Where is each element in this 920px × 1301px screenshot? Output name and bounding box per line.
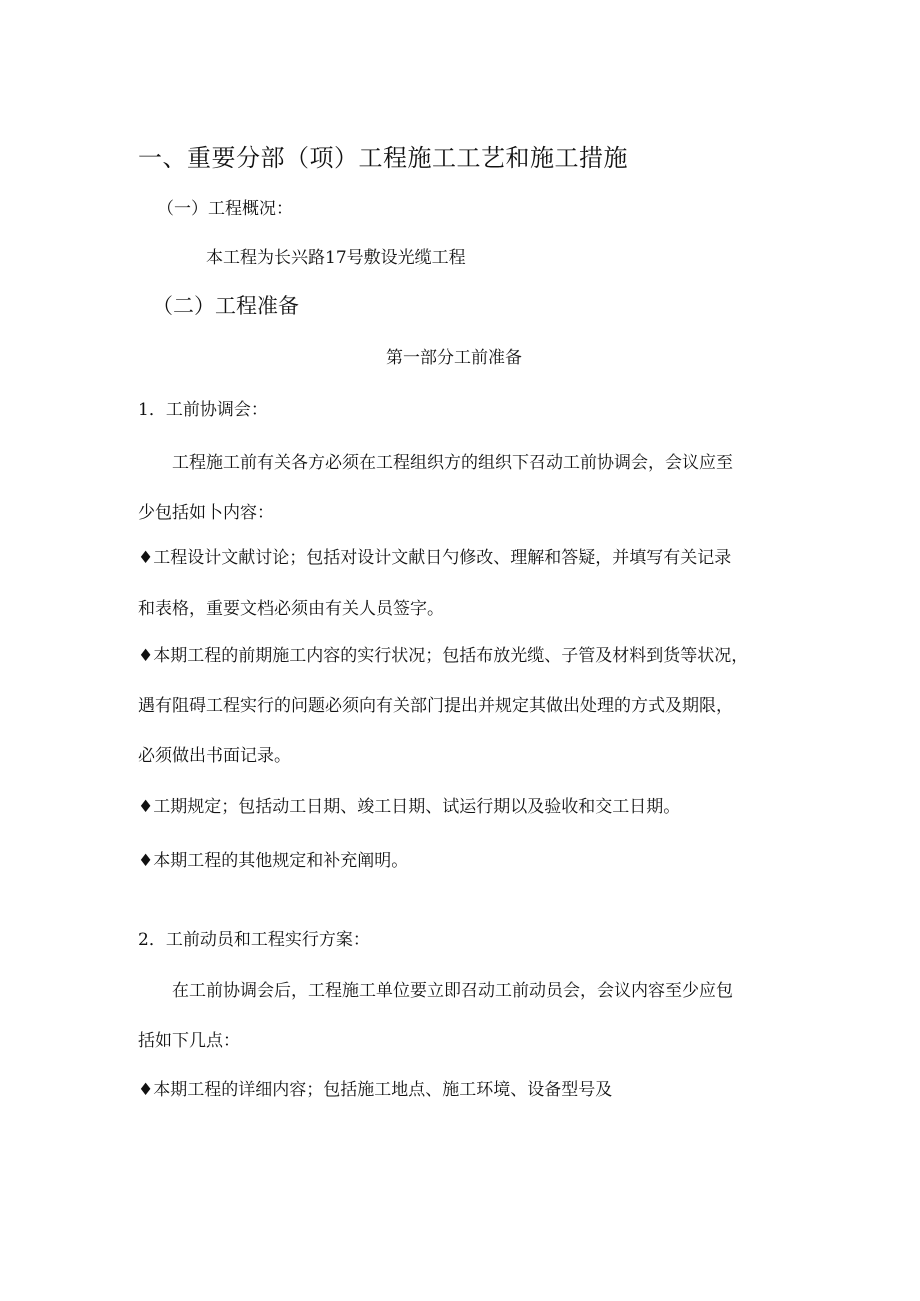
bullet-2-line-1: ♦本期工程的前期施工内容的实行状况；包括布放光缆、子管及材料到货等状况， <box>138 646 749 666</box>
bullet-1-line-1: ♦工程设计文献讨论；包括对设计文献日勺修改、理解和答疑，并填写有关记录 <box>138 548 732 568</box>
bullet-3-line-1: ♦工期规定；包括动工日期、竣工日期、试运行期以及验收和交工日期。 <box>138 797 681 817</box>
section-2-bullet-1-line-1: ♦本期工程的详细内容；包括施工地点、施工环境、设备型号及 <box>138 1080 613 1100</box>
part-title: 第一部分工前准备 <box>386 348 522 368</box>
bullet-2-line-2: 遇有阻碍工程实行的问题必须向有关部门提出并规定其做出处理的方式及期限， <box>138 696 733 716</box>
preparation-title: （二）工程准备 <box>152 294 299 318</box>
bullet-2-line-3: 必须做出书面记录。 <box>138 746 291 766</box>
bullet-1-line-2: 和表格，重要文档必须由有关人员签字。 <box>138 599 444 619</box>
overview-text: 本工程为长兴路17号敷设光缆工程 <box>206 248 466 268</box>
section-1-title: 1．工前协调会： <box>138 400 268 420</box>
section-2-title: 2．工前动员和工程实行方案： <box>138 930 370 950</box>
overview-title: （一）工程概况： <box>157 199 293 219</box>
section-2-intro-line-2: 括如下几点： <box>138 1031 240 1051</box>
bullet-4-line-1: ♦本期工程的其他规定和补充阐明。 <box>138 851 409 871</box>
section-1-intro-line-1: 工程施工前有关各方必须在工程组织方的组织下召动工前协调会，会议应至 <box>172 453 733 473</box>
main-heading: 一、重要分部（项）工程施工工艺和施工措施 <box>138 144 628 172</box>
section-1-intro-line-2: 少包括如卜内容： <box>138 503 274 523</box>
section-2-intro-line-1: 在工前协调会后，工程施工单位要立即召动工前动员会，会议内容至少应包 <box>172 981 733 1001</box>
